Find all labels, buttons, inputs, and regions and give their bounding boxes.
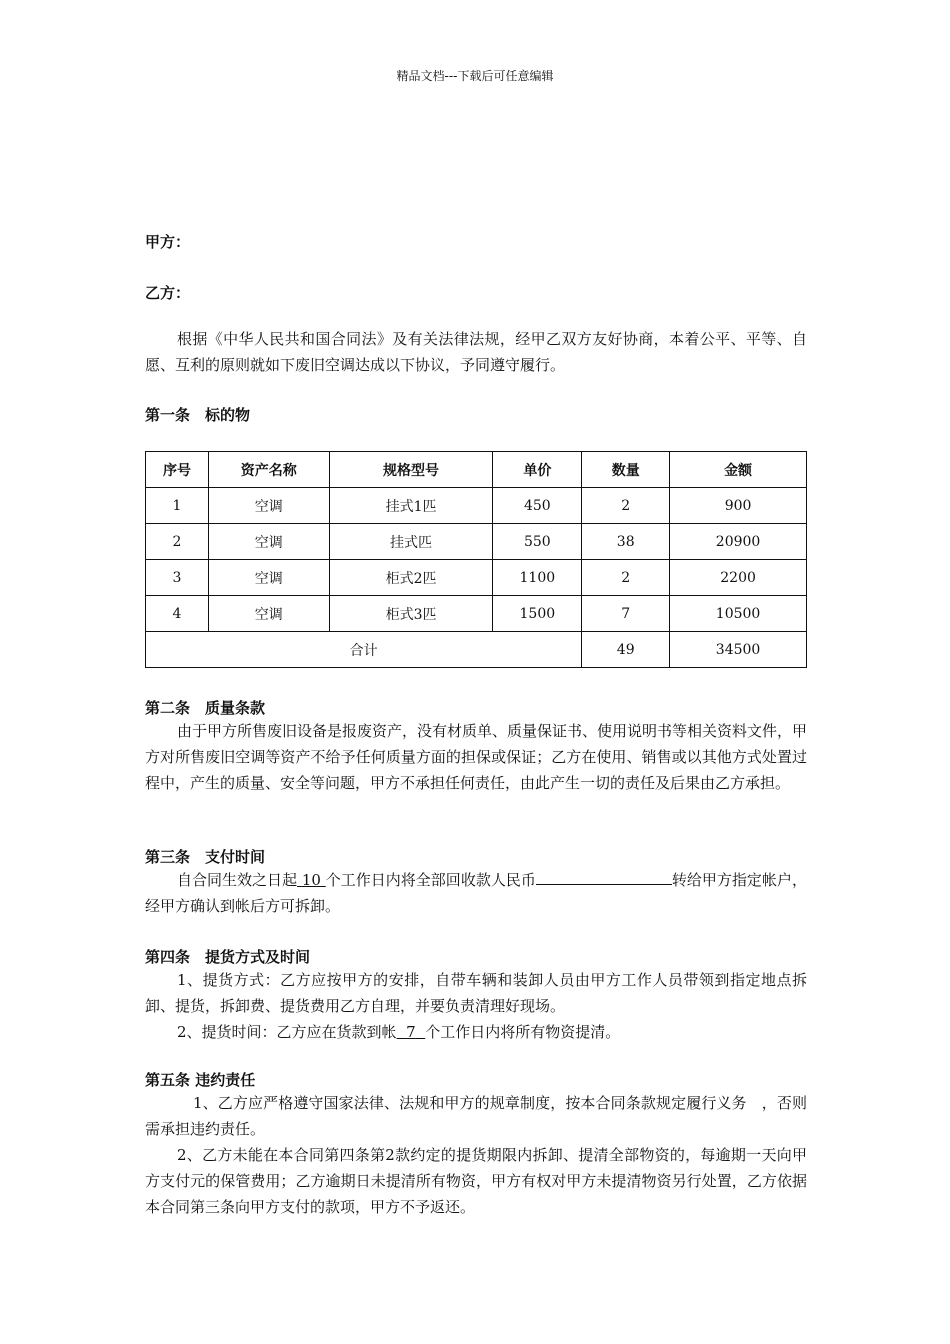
article2-title: 第二条 质量条款	[145, 699, 266, 717]
intro-paragraph	[145, 326, 807, 378]
party-b-label	[145, 282, 807, 303]
pickup-days	[397, 1023, 426, 1041]
table-cell: 1	[146, 488, 209, 524]
table-header-row	[146, 452, 807, 488]
table-cell: 38	[582, 524, 670, 560]
article4-section	[145, 946, 807, 1045]
table-row	[146, 488, 807, 524]
party-a-text: 甲方：	[145, 233, 191, 251]
article3-title: 第三条 支付时间	[145, 848, 266, 866]
article1-title: 第一条 标的物	[145, 406, 251, 424]
table-cell: 柜式2匹	[329, 560, 493, 596]
table-cell: 空调	[208, 488, 329, 524]
article4-item2	[145, 1019, 807, 1045]
total-qty-cell: 49	[582, 632, 670, 668]
party-b-text: 乙方：	[145, 284, 191, 302]
table-cell: 4	[146, 596, 209, 632]
asset-table	[145, 451, 807, 668]
table-cell: 3	[146, 560, 209, 596]
table-cell: 2	[146, 524, 209, 560]
article5-title: 第五条 违约责任	[145, 1071, 256, 1089]
article4-item2-a: 2、提货时间：乙方应在货款到帐	[177, 1023, 397, 1041]
table-cell: 20900	[670, 524, 807, 560]
party-a-label	[145, 231, 807, 252]
pickup-days-value: 7	[406, 1023, 416, 1041]
article3-text-c: 转给甲方指定帐户，经甲方确认到帐后方可拆卸。	[145, 871, 807, 915]
table-cell: 空调	[208, 596, 329, 632]
page-header: 精品文档---下载后可任意编辑	[396, 69, 554, 83]
article3-section	[145, 846, 807, 919]
article3-text	[145, 867, 807, 919]
table-total-row	[146, 632, 807, 668]
header-cell: 规格型号	[329, 452, 493, 488]
header-cell: 单价	[493, 452, 582, 488]
article4-item1: 1、提货方式：乙方应按甲方的安排，自带车辆和装卸人员由甲方工作人员带领到指定地点拆卸、提货，拆卸费、提货费用乙方自理，并要负责清理好现场。	[145, 971, 807, 1015]
total-amount-cell: 34500	[670, 632, 807, 668]
article4-title: 第四条 提货方式及时间	[145, 948, 311, 966]
table-cell: 2200	[670, 560, 807, 596]
table-cell: 空调	[208, 560, 329, 596]
table-cell: 450	[493, 488, 582, 524]
article3-text-a: 自合同生效之日起	[177, 871, 298, 889]
article4-item2-b: 个工作日内将所有物资提清。	[425, 1023, 621, 1041]
table-cell: 1500	[493, 596, 582, 632]
asset-table-container	[145, 451, 807, 668]
table-cell: 2	[582, 488, 670, 524]
amount-blank	[536, 868, 672, 885]
header-cell: 序号	[146, 452, 209, 488]
article5-item1: 1、乙方应严格遵守国家法律、法规和甲方的规章制度，按本合同条款规定履行义务 ，否则需承担违约责任。	[145, 1094, 807, 1138]
table-cell: 挂式匹	[329, 524, 493, 560]
payment-days-value: 10	[301, 871, 321, 889]
table-cell: 550	[493, 524, 582, 560]
payment-days	[297, 871, 326, 889]
header-cell: 数量	[582, 452, 670, 488]
article1-heading	[145, 404, 807, 425]
article2-section	[145, 697, 807, 796]
table-cell: 1100	[493, 560, 582, 596]
article3-text-b: 个工作日内将全部回收款人民币	[325, 871, 536, 889]
header-cell: 资产名称	[208, 452, 329, 488]
table-row	[146, 524, 807, 560]
table-row	[146, 596, 807, 632]
article2-text: 由于甲方所售废旧设备是报废资产，没有材质单、质量保证书、使用说明书等相关资料文件，甲方对所售废旧空调等资产不给予任何质量方面的担保或保证；乙方在使用、销售或以其他方式处置过程中，产生的质量、安全等问题，甲方不承担任何责任，由此产生一切的责任及后果由乙方承担。	[145, 722, 808, 792]
table-cell: 挂式1匹	[329, 488, 493, 524]
table-cell: 2	[582, 560, 670, 596]
total-label-cell: 合计	[146, 632, 582, 668]
article5-section	[145, 1069, 807, 1220]
intro-text: 根据《中华人民共和国合同法》及有关法律法规，经甲乙双方友好协商，本着公平、平等、自愿、互利的原则就如下废旧空调达成以下协议，予同遵守履行。	[145, 330, 807, 374]
table-cell: 900	[670, 488, 807, 524]
table-cell: 空调	[208, 524, 329, 560]
header-cell: 金额	[670, 452, 807, 488]
table-row	[146, 560, 807, 596]
table-cell: 7	[582, 596, 670, 632]
table-cell: 柜式3匹	[329, 596, 493, 632]
table-cell: 10500	[670, 596, 807, 632]
article5-item2: 2、乙方未能在本合同第四条第2款约定的提货期限内拆卸、提清全部物资的，每逾期一天向甲方支付元的保管费用；乙方逾期日未提清所有物资，甲方有权对甲方未提清物资另行处置，乙方依据本合同第三条向甲方支付的款项，甲方不予返还。	[145, 1146, 807, 1216]
